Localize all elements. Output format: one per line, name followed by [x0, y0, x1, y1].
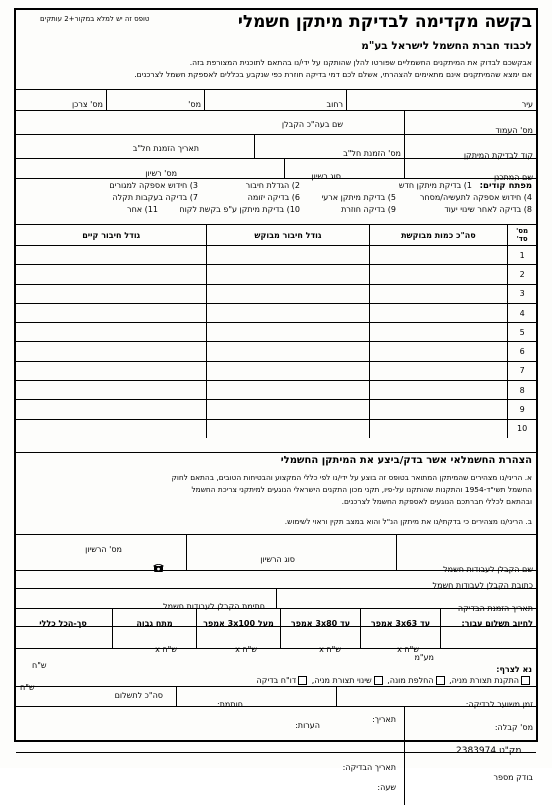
purpose-item-2: 2) הגדלת חיבור: [245, 181, 300, 190]
fees-col-3: [196, 609, 280, 626]
vat-row: [16, 649, 536, 665]
license-no-field[interactable]: [14, 159, 284, 178]
column-no-field[interactable]: [404, 111, 536, 134]
attach-item-3: שינוי תצורת מניה,: [311, 676, 372, 685]
attach-checkbox-1[interactable]: [521, 676, 530, 685]
receipt-notes-label: הערות:: [295, 721, 320, 730]
qty-cell[interactable]: [369, 381, 508, 400]
declaration-line-3: ובהתאם לכללי חברתכם הנוגעים לאספקת החשמל לצרכנים.: [341, 497, 532, 506]
table-row: [16, 284, 536, 303]
fees-col-2: [280, 609, 360, 626]
qty-cell[interactable]: [369, 342, 508, 361]
fees-unit-4: ש"ח x: [155, 645, 177, 654]
signature-row: [16, 589, 536, 613]
requested-cell[interactable]: [207, 246, 369, 265]
consumer-no-field[interactable]: [14, 90, 106, 110]
inspector-no-label: בודק מספר: [493, 773, 533, 782]
fees-unit-3: ש"ח x: [235, 645, 257, 654]
declaration-title: הצהרת החשמלאי אשר בדק/ביצע את המיתקן החשמלי: [280, 455, 532, 466]
purpose-item-3: 3) חידוש אספקה למגורים: [109, 181, 198, 190]
contractor-label: שם בעה"כ הקבלן: [281, 120, 343, 129]
purpose-item-5: 5) בדיקת מיתקן ארעי: [321, 193, 396, 202]
column-row: [16, 111, 536, 135]
requested-cell[interactable]: [207, 265, 369, 284]
fees-col-4-label: מתח גבוה: [136, 619, 173, 628]
fees-col-1: [360, 609, 440, 626]
row-number: 8: [508, 381, 536, 400]
electrician-row: [16, 535, 536, 574]
attach-checkbox-4[interactable]: [298, 676, 307, 685]
number-label: מס': [188, 100, 201, 109]
row-number: 4: [508, 303, 536, 322]
requested-cell[interactable]: [207, 303, 369, 322]
header-no: מס' סד': [508, 225, 536, 246]
estimated-time-field[interactable]: [336, 687, 536, 709]
row-number: 2: [508, 265, 536, 284]
table-row: [16, 400, 536, 419]
requested-cell[interactable]: [207, 342, 369, 361]
fees-col-4: [112, 609, 196, 626]
fees-unit-1: ש"ח x: [397, 645, 419, 654]
qty-cell[interactable]: [369, 323, 508, 342]
table-row: [16, 323, 536, 342]
requested-cell[interactable]: [207, 361, 369, 380]
qty-cell[interactable]: [369, 265, 508, 284]
electrician-name-label: שם הקבלן לעבודות חשמל: [443, 565, 533, 574]
code-row: [16, 135, 536, 159]
attach-row: [16, 661, 536, 687]
catalog-number: מק"ט 2383974: [456, 746, 522, 756]
signature-label: חתימת הקבלן לעבודות חשמל: [163, 602, 265, 611]
fees-unit-2: ש"ח x: [319, 645, 341, 654]
street-field[interactable]: [204, 90, 346, 110]
purpose-item-11: 11) אחר: [127, 205, 158, 214]
total-field[interactable]: [14, 683, 176, 706]
column-no-label: מס' העמוד: [495, 126, 533, 135]
fees-col-3-label: מעל 3x100 אמפר: [203, 619, 274, 628]
attach-label: נא לצרף:: [496, 665, 532, 674]
addressee: לכבוד חברת החשמל לישראל בע"מ: [361, 40, 532, 52]
fees-value-2[interactable]: [280, 627, 360, 654]
fees-value-5[interactable]: [14, 627, 112, 648]
order-date-label: תאריך הזמנת חל"ב: [132, 144, 199, 153]
qty-cell[interactable]: [369, 419, 508, 438]
city-field[interactable]: [346, 90, 536, 110]
copy-note: טופס זה יש למלא במקור+2 עותקים: [40, 15, 150, 23]
table-row: [16, 381, 536, 400]
intro-line-1: אבקשכם לבדוק את המיתקנים החשמליים שפורטו להלן שהותקנו על ידי/נו בהתאם לתוכנית המצורפת בזה.: [189, 58, 532, 67]
inspection-date-field[interactable]: [14, 753, 404, 805]
order-no-label: מס' הזמנת חל"ב: [343, 149, 401, 158]
total-field-currency: ש"ח: [20, 683, 35, 692]
number-field[interactable]: [106, 90, 204, 110]
items-grid: [16, 225, 536, 453]
purpose-item-4: 4) חידוש אספקה לתעשיה/מסחר: [419, 193, 532, 202]
receipt-details-field[interactable]: [14, 707, 404, 752]
telephone-icon: [153, 557, 164, 565]
page-title: בקשה מקדימה לבדיקת מיתקן חשמלי: [237, 12, 532, 32]
row-number: 9: [508, 400, 536, 419]
table-row: [16, 265, 536, 284]
qty-cell[interactable]: [369, 400, 508, 419]
header-existing: גודל חיבור קיים: [16, 225, 207, 246]
existing-cell[interactable]: [16, 400, 207, 419]
inspector-code-label: קוד לבדיקת המיתקן: [463, 151, 533, 160]
existing-cell[interactable]: [16, 419, 207, 438]
fees-col-1-label: עד 3x63 אמפר: [370, 619, 431, 628]
license-type-label: סוג רשיון: [311, 172, 341, 181]
attach-item-4: דו"ח בדיקה: [256, 676, 297, 685]
inspection-order-date-field[interactable]: [276, 589, 536, 613]
receipt-date-label: תאריך:: [372, 715, 396, 724]
electrician-license-no-field[interactable]: [14, 535, 186, 570]
qty-cell[interactable]: [369, 303, 508, 322]
estimated-time-label: זמן משוער לבדיקה:: [465, 700, 533, 709]
inspector-row: [16, 753, 536, 805]
inspection-date-label: תאריך הבדיקה:: [342, 763, 396, 772]
existing-cell[interactable]: [16, 381, 207, 400]
fees-payable-blank: [440, 627, 536, 648]
electrician-license-type-field[interactable]: [186, 535, 396, 570]
license-no-label: מס' רשיון: [145, 169, 177, 178]
row-number: 7: [508, 361, 536, 380]
inspector-code-field[interactable]: [404, 135, 536, 158]
table-row: [16, 342, 536, 361]
inspection-order-date-label: תאריך הזמנת הבדיקה: [457, 604, 533, 613]
purpose-item-10: 10) בדיקת מיתקן ע"פ בקשת לקוח: [179, 205, 300, 214]
declaration-line-2: החשמל תשי"ד-1954 והתקנות שהותקנו על-פיו, תקני מכון התקנים הישראלי הנוגעים למיתקני צריכת החשמל: [191, 485, 532, 494]
stamp-label: חותמת:: [216, 700, 243, 709]
purpose-item-7: 7) בדיקה בעקבות תקלה: [112, 193, 198, 202]
contractor-field[interactable]: [14, 111, 404, 134]
existing-cell[interactable]: [16, 342, 207, 361]
existing-cell[interactable]: [16, 284, 207, 303]
row-number: 10: [508, 419, 536, 438]
approval-row: [16, 683, 536, 709]
fees-value-3[interactable]: [196, 627, 280, 654]
qty-cell[interactable]: [369, 246, 508, 265]
table-row: [16, 246, 536, 265]
row-number: 5: [508, 323, 536, 342]
attach-checkbox-2[interactable]: [436, 676, 445, 685]
row-number: 3: [508, 284, 536, 303]
existing-cell[interactable]: [16, 303, 207, 322]
qty-cell[interactable]: [369, 284, 508, 303]
table-row: [16, 303, 536, 322]
requested-cell[interactable]: [207, 419, 369, 438]
header-requested: גודל חיבור מבוקש: [207, 225, 369, 246]
electrician-license-type-label: סוג הרשיון: [260, 555, 295, 564]
vat-label: מע"מ: [414, 653, 434, 662]
total-currency: ש"ח: [32, 661, 47, 670]
address-row: [16, 90, 536, 111]
order-date-field[interactable]: [14, 135, 254, 158]
city-label: עיר: [521, 100, 533, 109]
order-no-field[interactable]: [254, 135, 404, 158]
requested-cell[interactable]: [207, 323, 369, 342]
table-row: [16, 361, 536, 380]
existing-cell[interactable]: [16, 361, 207, 380]
attach-checkbox-3[interactable]: [374, 676, 383, 685]
intro-line-2: אם ימצא שהמיתקנים אינם מתאימים להצהרתי, אשלם לכם דמי בדיקה חוזרת כפי שנקבע בכללים לאספקת חשמל לצרכנים.: [134, 70, 532, 79]
engineer-label: שם המתכנן: [493, 173, 533, 182]
fees-payable-label: לחיוב תשלום עבור:: [461, 619, 533, 628]
street-label: רחוב: [326, 100, 343, 109]
stamp-field[interactable]: [176, 687, 336, 709]
requested-cell[interactable]: [207, 400, 369, 419]
purpose-block: [16, 179, 536, 225]
signature-field[interactable]: [14, 589, 276, 611]
table-row: [16, 419, 536, 438]
header-qty: סה"כ כמות מבוקשת: [369, 225, 508, 246]
fees-value-1[interactable]: [360, 627, 440, 654]
fees-col-5-label: סך-הכל כללי: [39, 619, 87, 628]
consumer-no-label: מס' צרכן: [71, 100, 103, 109]
purpose-item-8: 8) בדיקה לאחר שינוי יעוד: [444, 205, 532, 214]
license-row: [16, 159, 536, 182]
fees-value-4[interactable]: [112, 627, 196, 654]
existing-cell[interactable]: [16, 246, 207, 265]
inspection-hour-label: שעה:: [377, 783, 396, 792]
license-type-field[interactable]: [284, 159, 404, 181]
electrician-name-field[interactable]: [396, 535, 536, 574]
purpose-item-6: 6) בדיקה יזומה: [247, 193, 300, 202]
fees-values-row: [16, 627, 536, 654]
purpose-item-9: 9) בדיקה חוזרת: [341, 205, 396, 214]
attach-items: [257, 676, 532, 686]
declaration-line-4: ב. הריני/נו מצהירים כי בדקתי/נו את מיתקן הנ"ל והוא במצב תקין וראוי לשימוש.: [284, 517, 532, 526]
title-row: [16, 10, 536, 38]
purpose-label: מפתח קודים:: [479, 181, 532, 191]
attach-item-1: התקנת תצורת מניה,: [449, 676, 519, 685]
receipt-no-label: מס' קבלה:: [494, 723, 533, 732]
requested-cell[interactable]: [207, 381, 369, 400]
fees-col-2-label: עד 3x80 אמפר: [290, 619, 351, 628]
qty-cell[interactable]: [369, 361, 508, 380]
fees-col-5: [14, 609, 112, 626]
existing-cell[interactable]: [16, 323, 207, 342]
items-table: [16, 225, 536, 438]
fees-header-row: [16, 609, 536, 627]
fees-payable: [440, 609, 536, 626]
electrician-address-row: [16, 571, 536, 589]
items-header-row: [16, 225, 536, 246]
purpose-item-1: 1) בדיקת מיתקן חדש: [398, 181, 472, 190]
declaration-line-1: א. הריני/נו מצהירים שהמיתקן המתואר בטופס זה בוצע על ידי/נו לפי כללי המקצוע והבטיחות הטובים, בהתאם לחוק: [171, 473, 532, 482]
declaration-block: [16, 453, 536, 535]
total-label: סה"כ לתשלום: [114, 691, 163, 700]
electrician-address-label: כתובת הקבלן לעבודות חשמל: [432, 581, 533, 590]
inspector-no-field[interactable]: [404, 753, 536, 805]
attach-item-2: החלפת מונה,: [387, 676, 434, 685]
row-number: 1: [508, 246, 536, 265]
requested-cell[interactable]: [207, 284, 369, 303]
electrician-license-no-label: מס' הרשיון: [85, 545, 122, 554]
electrician-address-field[interactable]: [14, 571, 536, 588]
existing-cell[interactable]: [16, 265, 207, 284]
intro-block: [16, 38, 536, 90]
row-number: 6: [508, 342, 536, 361]
engineer-field[interactable]: [404, 159, 536, 182]
